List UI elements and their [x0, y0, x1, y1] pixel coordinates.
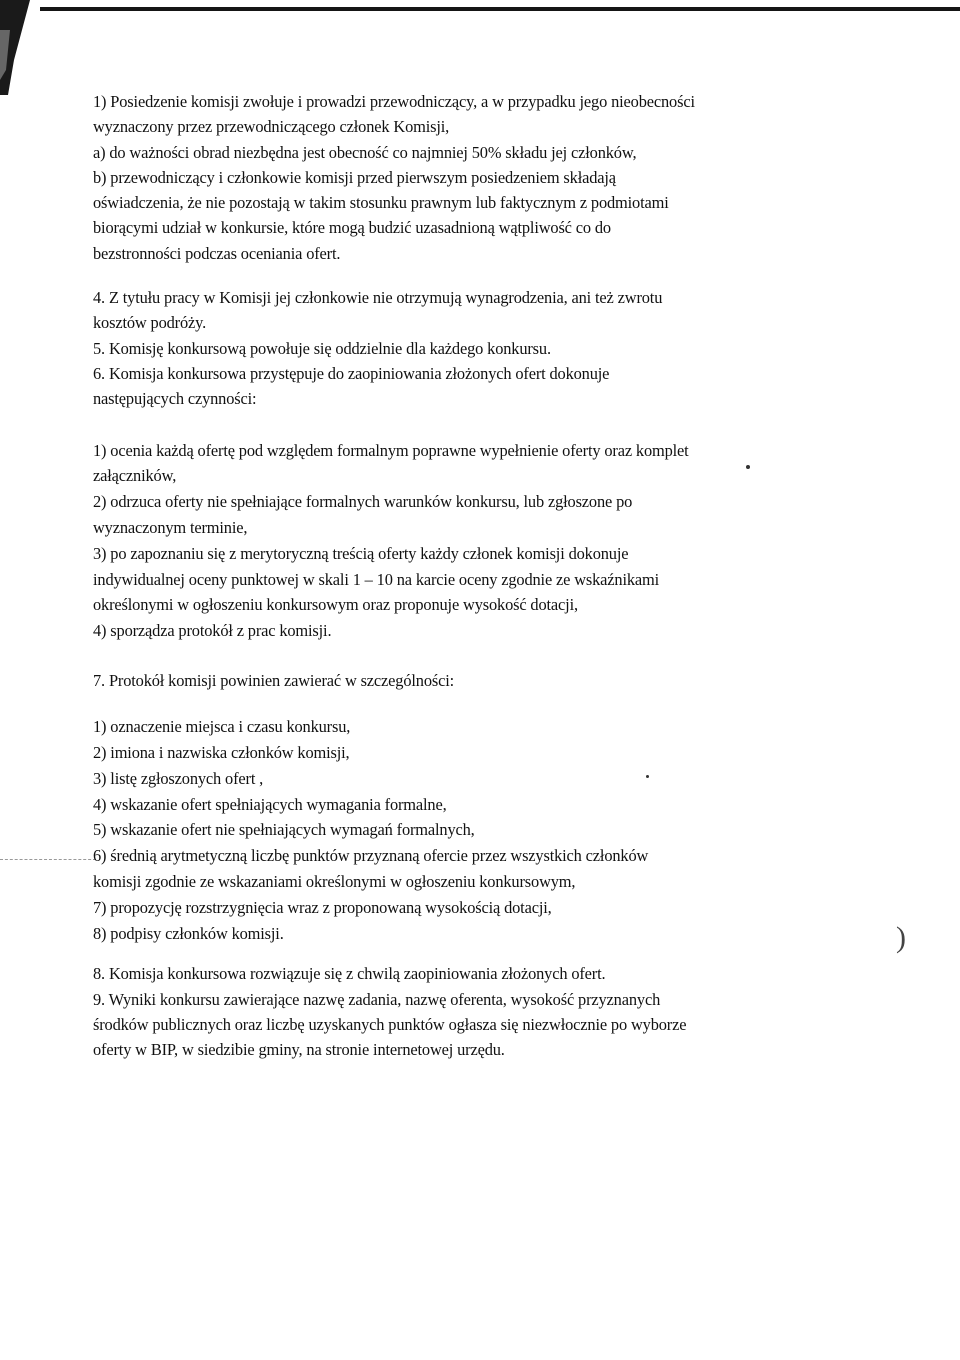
- text-line: 1) Posiedzenie komisji zwołuje i prowadzi przewodniczący, a w przypadku jego nieobecności: [93, 92, 695, 111]
- text-line: 5) wskazanie ofert nie spełniających wymagań formalnych,: [93, 820, 475, 840]
- document-body: [93, 89, 833, 1063]
- text-line: 3) listę zgłoszonych ofert ,: [93, 768, 264, 788]
- text-line: 9. Wyniki konkursu zawierające nazwę zadania, nazwę oferenta, wysokość przyznanych: [93, 989, 661, 1009]
- paragraph-gap: [93, 266, 833, 285]
- text-line: wyznaczonym terminie,: [93, 517, 248, 537]
- text-line: oświadczenia, że nie pozostają w takim stosunku prawnym lub faktycznym z podmiotami: [93, 193, 669, 213]
- text-line: bezstronności podczas oceniania ofert.: [93, 243, 341, 263]
- text-line: załączników,: [93, 466, 177, 486]
- text-line: 4) sporządza protokół z prac komisji.: [93, 621, 332, 641]
- scan-corner-artifact: [0, 0, 34, 100]
- scan-dash-mark: [0, 859, 96, 860]
- paragraph-gap: [93, 644, 833, 668]
- text-line: 4. Z tytułu pracy w Komisji jej członkowie nie otrzymują wynagrodzenia, ani też zwrotu: [93, 288, 663, 308]
- text-line: 3) po zapoznaniu się z merytoryczną treścią oferty każdy członek komisji dokonuje: [93, 543, 629, 563]
- text-line: 1) ocenia każdą ofertę pod względem formalnym poprawne wypełnienie oferty oraz komplet: [93, 440, 689, 460]
- text-line: 2) odrzuca oferty nie spełniające formalnych warunków konkursu, lub zgłoszone po: [93, 492, 633, 512]
- scan-top-edge: [40, 7, 960, 11]
- text-line: 8) podpisy członków komisji.: [93, 923, 284, 943]
- text-line: biorącymi udział w konkursie, które mogą budzić uzasadnioną wątpliwość co do: [93, 218, 611, 238]
- text-line: 8. Komisja konkursowa rozwiązuje się z chwilą zaopiniowania złożonych ofert.: [93, 964, 606, 984]
- margin-bracket-mark: ): [896, 921, 906, 954]
- text-line: 6) średnią arytmetyczną liczbę punktów przyznaną ofercie przez wszystkich członków: [93, 846, 649, 866]
- text-line: b) przewodniczący i członkowie komisji przed pierwszym posiedzeniem składają: [93, 167, 616, 187]
- text-line: 7. Protokół komisji powinien zawierać w szczególności:: [93, 670, 455, 690]
- paragraph-gap: [93, 946, 833, 961]
- text-line: określonymi w ogłoszeniu konkursowym oraz proponuje wysokość dotacji,: [93, 595, 578, 615]
- text-line: 7) propozycję rozstrzygnięcia wraz z proponowaną wysokością dotacji,: [93, 897, 552, 917]
- text-line: 2) imiona i nazwiska członków komisji,: [93, 743, 350, 763]
- text-line: indywidualnej oceny punktowej w skali 1 – 10 na karcie oceny zgodnie ze wskaźnikami: [93, 569, 660, 589]
- text-line: 6. Komisja konkursowa przystępuje do zaopiniowania złożonych ofert dokonuje: [93, 363, 610, 383]
- paragraph-gap: [93, 693, 833, 714]
- paragraph-gap: [93, 412, 833, 438]
- text-line: 5. Komisję konkursową powołuje się oddzielnie dla każdego konkursu.: [93, 338, 551, 358]
- text-line: kosztów podróży.: [93, 313, 207, 333]
- text-line: 1) oznaczenie miejsca i czasu konkursu,: [93, 717, 351, 737]
- text-line: następujących czynności:: [93, 389, 257, 409]
- text-line: 4) wskazanie ofert spełniających wymagania formalne,: [93, 794, 447, 814]
- text-line: oferty w BIP, w siedzibie gminy, na stronie internetowej urzędu.: [93, 1040, 505, 1060]
- text-line: a) do ważności obrad niezbędna jest obecność co najmniej 50% składu jej członków,: [93, 142, 637, 162]
- text-line: środków publicznych oraz liczbę uzyskanych punktów ogłasza się niezwłocznie po wyborze: [93, 1015, 687, 1034]
- text-line: komisji zgodnie ze wskazaniami określonymi w ogłoszeniu konkursowym,: [93, 872, 576, 892]
- text-line: wyznaczony przez przewodniczącego członek Komisji,: [93, 117, 450, 137]
